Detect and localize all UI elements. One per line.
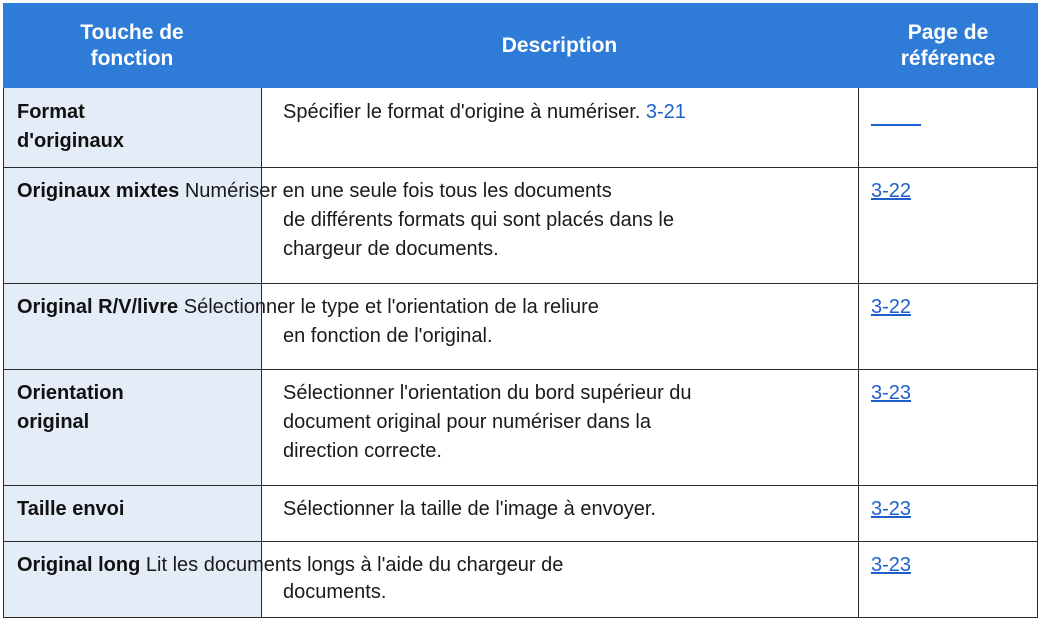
table-row — [3, 88, 1038, 167]
row-divider — [3, 617, 1038, 618]
reference-link[interactable]: 3-23 — [871, 382, 912, 404]
table-row — [3, 167, 1038, 283]
header-description: Description — [501, 33, 618, 57]
table-row — [3, 485, 1038, 541]
function-key-label: Original long — [17, 554, 141, 576]
reference-link[interactable]: 3-22 — [871, 180, 912, 202]
description-text: Lit les documents longs à l'aide du chargeur de — [145, 554, 564, 576]
function-table — [3, 3, 1038, 618]
table-row — [3, 369, 1038, 485]
function-key-label — [17, 551, 563, 580]
reference-link[interactable]: 3-23 — [871, 554, 912, 576]
table-row — [3, 541, 1038, 617]
function-key-label — [17, 177, 612, 206]
reference-link[interactable]: 3-21 — [645, 101, 686, 123]
description-text: de différents formats qui sont placés dans le chargeur de documents. — [283, 209, 674, 260]
description-text: Sélectionner l'orientation du bord supérieur du document original pour numériser dans la direction correcte. — [283, 382, 692, 462]
description-text: Numériser en une seule fois tous les documents — [184, 180, 612, 202]
description-text — [283, 98, 843, 127]
description-text: Sélectionner le type et l'orientation de la reliure — [183, 296, 599, 318]
description-text: Sélectionner la taille de l'image à envoyer. — [283, 498, 656, 520]
reference-link[interactable]: 3-23 — [871, 498, 912, 520]
description-text: documents. — [283, 581, 387, 603]
reference-link-blank[interactable] — [871, 124, 921, 126]
function-key-label: Original R/V/livre — [17, 296, 179, 318]
function-key-label — [17, 293, 599, 322]
function-key-label: Orientation original — [17, 382, 124, 433]
table-row — [3, 283, 1038, 369]
function-key-label: Originaux mixtes — [17, 180, 180, 202]
function-key-label: Format d'originaux — [17, 101, 124, 152]
header-reference-page: Page de référence — [900, 20, 996, 70]
table-header — [3, 3, 1038, 88]
description-text: Spécifier le format d'origine à numériser. — [283, 101, 641, 123]
header-function-key: Touche de fonction — [80, 20, 184, 70]
reference-link[interactable]: 3-22 — [871, 296, 912, 318]
description-text: en fonction de l'original. — [283, 325, 493, 347]
function-key-label: Taille envoi — [17, 498, 125, 520]
